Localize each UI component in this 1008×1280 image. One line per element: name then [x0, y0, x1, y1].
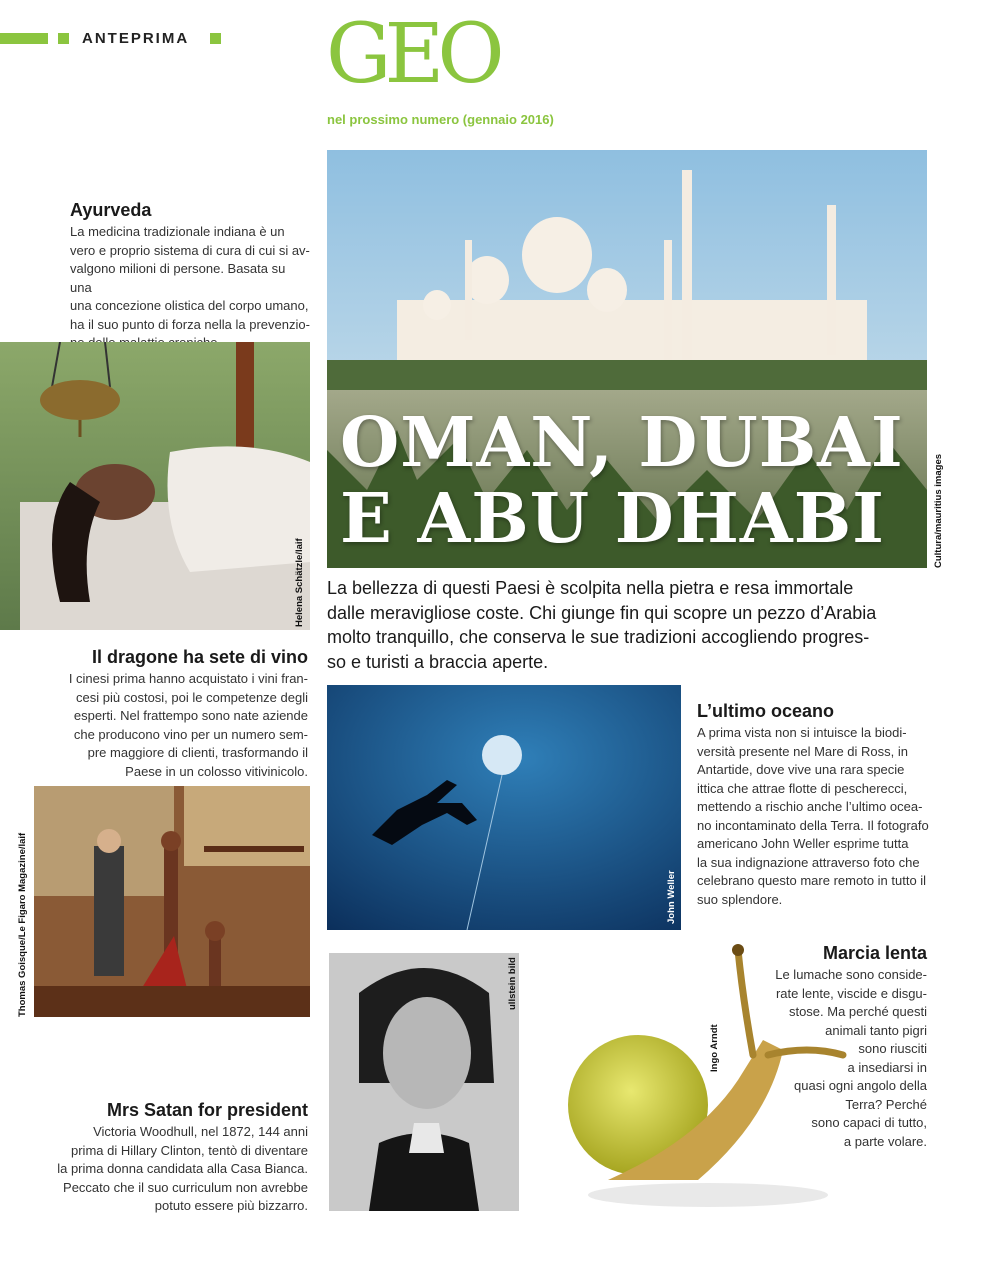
- header-square-left: [58, 33, 69, 44]
- marcia-article: [727, 943, 927, 1151]
- ayurveda-credit: Helena Schätzle/laif: [294, 538, 305, 627]
- marcia-title: Marcia lenta: [822, 943, 927, 963]
- ayurveda-article: [70, 200, 310, 353]
- hero-title-line-2: E ABU DHABI: [340, 479, 885, 559]
- satan-title: Mrs Satan for president: [106, 1100, 308, 1120]
- hero-lead: La bellezza di questi Paesi è scolpita nella pietra e resa immortale dalle meravigliose coste. Chi giunge fin qui scopre un pezzo d’Arabia molto tranquillo, che conserva le sue tradizioni accogliendo progres- so e turisti a braccia aperte.: [327, 578, 877, 672]
- ocean-photo: [327, 685, 681, 930]
- header-accent-bar: [0, 33, 48, 44]
- dragone-article: [50, 647, 308, 781]
- oceano-body: A prima vista non si intuisce la biodi- versità presente nel Mare di Ross, in Antartide, dove vive una rara specie ittica che attrae flotte di pescherecci, mettendo a rischio anche l’ultimo ocea- no incontaminato della Terra. Il fotografo americano John Weller esprime tutta la sua indignazione attraverso foto che celebrano questo mare remoto in tutto il suo splendore.: [697, 725, 929, 907]
- dragone-body: I cinesi prima hanno acquistato i vini fran- cesi più costosi, poi le competenze degli esperti. Nel frattempo sono nate aziende che producono vino per un numero sem- pre maggiore di clienti, trasformando il Paese in un colosso vitivinicolo.: [68, 671, 308, 779]
- woodhull-credit: ullstein bild: [507, 957, 518, 1010]
- satan-body: Victoria Woodhull, nel 1872, 144 anni prima di Hillary Clinton, tentò di diventare la prima donna candidata alla Casa Bianca. Peccato che il suo curriculum non avrebbe potuto essere più bizzarro.: [57, 1124, 308, 1213]
- oceano-article: [697, 701, 937, 909]
- ayurveda-title: Ayurveda: [70, 200, 152, 220]
- snail-credit: Ingo Arndt: [709, 1024, 720, 1072]
- marcia-body: Le lumache sono conside- rate lente, viscide e disgu- stose. Ma perché questi animali tanto pigri sono riusciti a insediarsi in quasi ogni angolo della Terra? Perché sono capaci di tutto, a parte volare.: [775, 967, 927, 1149]
- satan-article: [50, 1100, 308, 1216]
- hero-title-line-1: OMAN, DUBAI: [340, 403, 904, 483]
- hero-title: [340, 405, 904, 557]
- dragone-title: Il dragone ha sete di vino: [91, 647, 308, 667]
- issue-line: nel prossimo numero (gennaio 2016): [327, 112, 554, 127]
- dragone-credit: Thomas Goisque/Le Figaro Magazine/laif: [17, 832, 28, 1017]
- dragone-photo: [34, 786, 310, 1017]
- header-square-right: [210, 33, 221, 44]
- ayurveda-photo: [0, 342, 310, 630]
- woodhull-photo: [329, 953, 519, 1211]
- hero-credit: Cultura/mauritius images: [933, 453, 944, 568]
- oceano-title: L’ultimo oceano: [697, 701, 835, 721]
- ocean-credit: John Weller: [666, 870, 677, 924]
- magazine-logo: GEO: [326, 7, 498, 102]
- section-label: ANTEPRIMA: [82, 30, 190, 47]
- ayurveda-body: La medicina tradizionale indiana è un vero e proprio sistema di cura di cui si av- valgono milioni di persone. Basata su una una concezione olistica del corpo umano, ha il suo punto di forza nella la prevenzio-: [70, 224, 310, 332]
